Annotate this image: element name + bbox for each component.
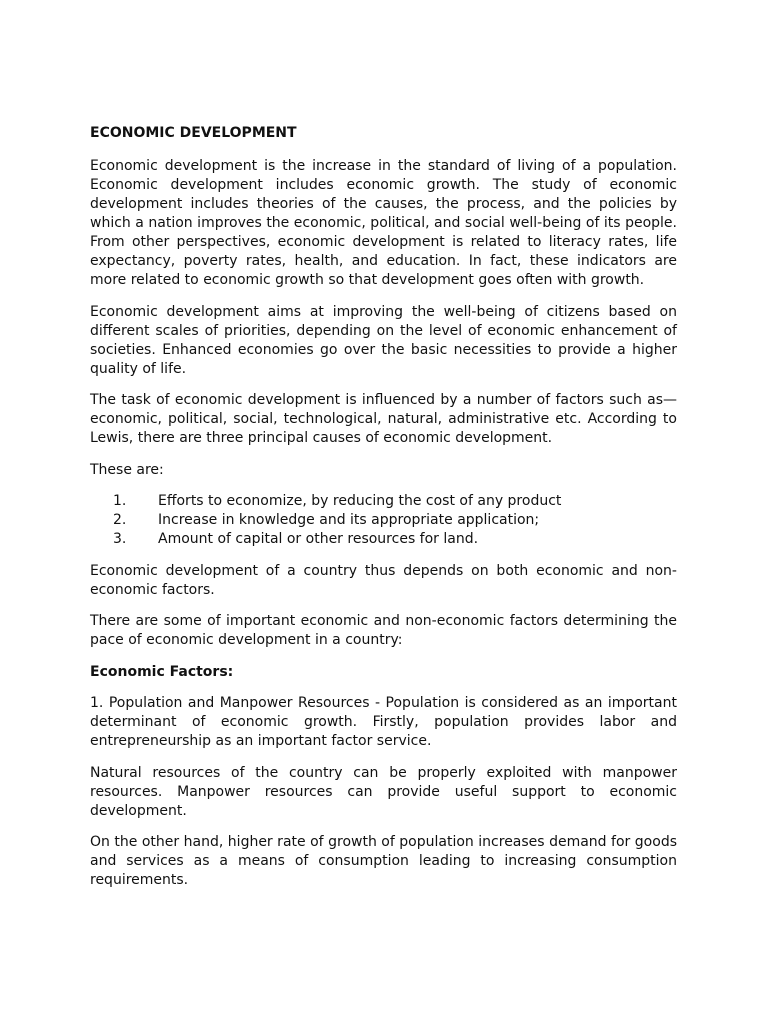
list-item-number: 1.: [113, 493, 127, 509]
document-title: ECONOMIC DEVELOPMENT: [90, 125, 297, 141]
list-item: [90, 492, 677, 511]
list-item: [90, 511, 677, 530]
list-item-text: Increase in knowledge and its appropriate application;: [158, 512, 540, 528]
paragraph-these-are: These are:: [90, 461, 164, 478]
section-heading: Economic Factors:: [90, 663, 234, 680]
paragraph-aims: Economic development aims at improving the well-being of citizens based on different scales of priorities, depending on the level of economic enhancement of societies. Enhanced economies go over the basic necessities to provide a higher quality of life.: [90, 303, 677, 377]
paragraph-factors-intro: The task of economic development is influenced by a number of factors such as—economic, political, social, technological, natural, administrative etc. According to Lewis, there are three principal causes of economic development.: [90, 392, 677, 446]
paragraph-important-factors: There are some of important economic and non-economic factors determining the pace of economic development in a country:: [90, 613, 677, 648]
paragraph-growth-demand: On the other hand, higher rate of growth of population increases demand for goods and services as a means of consumption leading to increasing consumption requirements.: [90, 834, 677, 888]
paragraph-population: 1. Population and Manpower Resources - Population is considered as an important determinant of economic growth. Firstly, population provides labor and entrepreneurship as an important factor service.: [90, 695, 677, 749]
list-item-text: Amount of capital or other resources for land.: [158, 531, 479, 547]
document-page: [90, 124, 677, 903]
paragraph-natural-resources: Natural resources of the country can be properly exploited with manpower resources. Manpower resources can provide useful support to economic development.: [90, 764, 677, 819]
list-item-number: 2.: [113, 512, 127, 528]
list-item: [90, 530, 677, 549]
list-item-number: 3.: [113, 531, 127, 547]
causes-list: [90, 492, 677, 549]
paragraph-definition: Economic development is the increase in the standard of living of a population. Economic development includes economic growth. The study of economic development includes theories of the causes, the process, and the policies by which a nation improves the economic, political, and social well-being of its people. From other perspectives, economic development is related to literacy rates, life expectancy, poverty rates, health, and education. In fact, these indicators are more related to economic growth so that development goes often with growth.: [90, 158, 677, 288]
list-item-text: Efforts to economize, by reducing the cost of any product: [158, 493, 562, 509]
paragraph-depends: Economic development of a country thus depends on both economic and non-economic factors.: [90, 562, 677, 598]
